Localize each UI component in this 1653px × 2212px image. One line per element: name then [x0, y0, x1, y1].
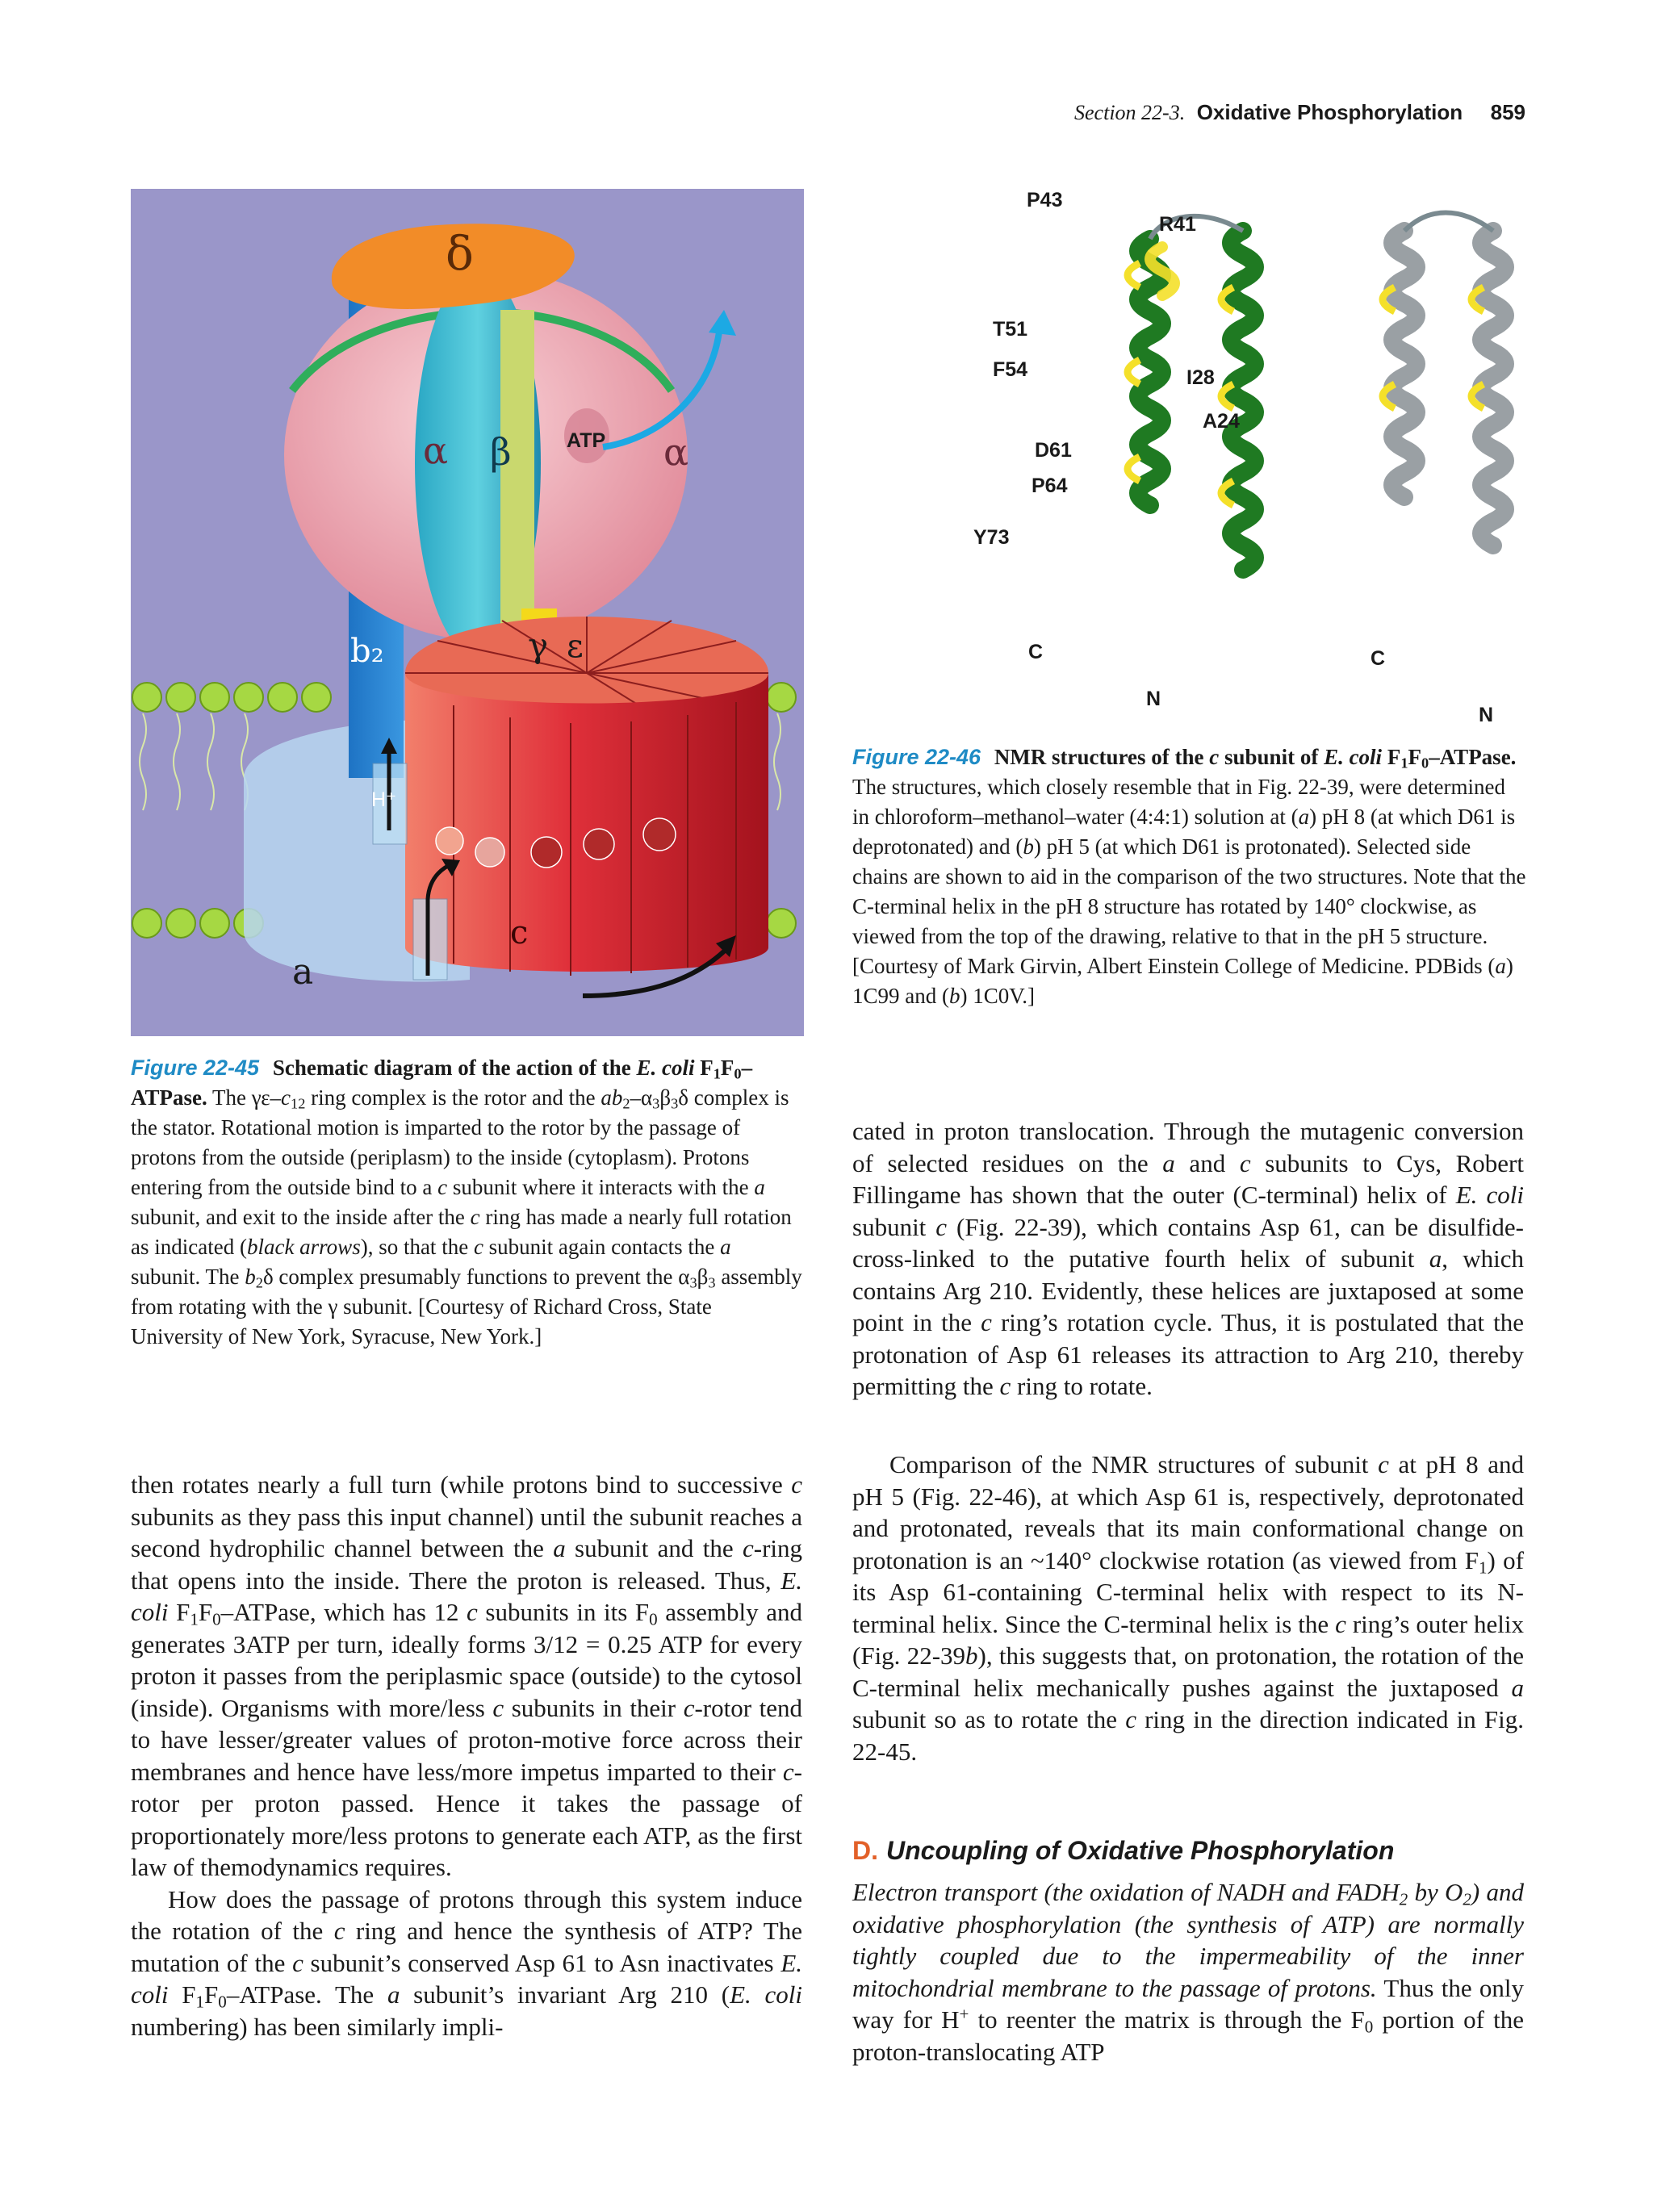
label-delta: δ	[446, 226, 474, 281]
page-number: 859	[1490, 100, 1525, 124]
label-a: a	[292, 951, 314, 993]
label-beta: β	[490, 430, 512, 474]
section-d-paragraph: Electron transport (the oxidation of NADH and $FADH_2$ by $O_2$) and oxidative phosphorylation (the synthesis of ATP) are normally tightly coupled due to the impermeability of the inner mitochondrial membrane to the passage of protons. Thus the only way for H+ to reenter the matrix is through the $F_0$ portion of the proton-translocating ATP	[852, 1878, 1524, 2066]
label-alpha-right: α	[663, 430, 689, 474]
figure-22-46-title: NMR structures of the c subunit of E. coli $F_1F_0$–ATPase.	[994, 745, 1517, 771]
terminal-n-a: N	[1146, 688, 1161, 710]
nmr-structures	[960, 182, 1542, 728]
label-b2: b₂	[350, 633, 384, 670]
residue-p43: P43	[1027, 189, 1063, 211]
label-gamma: γ	[528, 625, 549, 665]
residue-r41: R41	[1159, 213, 1196, 236]
figure-22-45-caption: Figure 22-45 Schematic diagram of the action of the E. coli $F_1F_0$–ATPase. The $\gamma\varepsilon-c_{12}$ ring complex is the rotor and the $ab_2-\alpha_3\beta_3\delta$ complex is the stator. Rotational motion is imparted to the rotor by the passage of protons from the outside (periplasm) to the inside (cytoplasm). Protons entering from the outside bind to a c subunit where it interacts with the a subunit, and exit to the inside after the c ring has made a nearly full rotation as indicated (black arrows), so that the c subunit again contacts the a subunit. The $b_2\delta$ complex presumably functions to prevent the $\alpha_3\beta_3$ assembly from rotating with the γ subunit. [Courtesy of Richard Cross, State University of New York, Syracuse, New York.]	[131, 1056, 802, 1349]
section-heading-title: Uncoupling of Oxidative Phosphorylation	[886, 1836, 1395, 1865]
residue-t51: T51	[993, 318, 1028, 341]
figure-22-45-title: Schematic diagram of the action of the E. coli $F_1F_0$–ATPase.	[131, 1056, 753, 1110]
residue-y73: Y73	[973, 526, 1010, 549]
residue-i28: I28	[1186, 366, 1215, 389]
section-letter: D.	[852, 1836, 878, 1865]
terminal-n-b: N	[1479, 704, 1494, 726]
section-heading	[852, 1836, 1524, 1866]
label-h: H⁺	[371, 788, 397, 811]
right-column-paragraph-1: cated in proton translocation. Through the mutagenic conversion of selected residues on the a and c subunits to Cys, Robert Fillingame has shown that the outer (C-terminal) helix of E. coli subunit c (Fig. 22-39), which contains Asp 61, can be disulfide-cross-linked to the putative fourth helix of subunit a, which contains Arg 210. Evidently, these helices are juxtaposed at some point in the c ring’s rotation cycle. Thus, it is postulated that the protonation of Asp 61 releases its attraction to Arg 210, thereby permitting the c ring to rotate.	[852, 1117, 1525, 1400]
right-column-paragraph-2: Comparison of the NMR structures of subunit c at pH 8 and pH 5 (Fig. 22-46), at which Asp 61 is, respectively, deprotonated and protonated, reveals that its main conformational change on protonation is an ~140° clockwise rotation (as viewed from $F_1$) of its Asp 61-containing C-terminal helix with respect to its N-terminal helix. Since the C-terminal helix is the c ring’s outer helix (Fig. 22-39b), this suggests that, on protonation, the rotation of the C-terminal helix mechanically pushes against the juxtaposed a subunit so as to rotate the c ring in the direction indicated in Fig. 22-45.	[852, 1450, 1525, 1766]
residue-f54: F54	[993, 358, 1028, 381]
terminal-c-b: C	[1371, 647, 1386, 670]
label-alpha-left: α	[423, 429, 449, 472]
terminal-c-a: C	[1028, 641, 1044, 663]
residue-a24: A24	[1203, 410, 1240, 433]
atpase-schematic	[131, 189, 804, 1036]
figure-22-45-diagram	[131, 189, 804, 1036]
figure-22-45-label: Figure 22-45	[131, 1056, 260, 1080]
figure-22-46-structures	[960, 182, 1542, 728]
section-number: Section 22-3.	[1074, 101, 1186, 124]
running-header	[1041, 100, 1525, 125]
section-title: Oxidative Phosphorylation	[1196, 100, 1463, 124]
residue-p64: P64	[1032, 475, 1068, 497]
label-atp: ATP	[567, 429, 606, 452]
residue-d61: D61	[1035, 439, 1072, 462]
c-ring-body	[405, 673, 768, 972]
label-c: c	[510, 914, 529, 951]
label-epsilon: ε	[567, 628, 584, 665]
left-column-text: then rotates nearly a full turn (while protons bind to successive c subunits as they pass this input channel) until the subunit reaches a second hydrophilic channel between the a subunit and the c-ring that opens into the inside. There the proton is released. Thus, E. coli $F_1F_0$–ATPase, which has 12 c subunits in its $F_0$ assembly and generates 3ATP per turn, ideally forms 3/12 = 0.25 ATP for every proton it passes from the periplasmic space (outside) to the cytosol (inside). Organisms with more/less c subunits in their c-rotor tend to have lesser/greater values of proton-motive force across their membranes and hence have less/more impetus imparted to their c-rotor per proton passed. Hence it takes the passage of proportionately more/less protons to generate each ATP, as the first law of themodynamics requires. How does the passage of protons through this system induce the rotation of the c ring and hence the synthesis of ATP? The mutation of the c subunit’s conserved Asp 61 to Asn inactivates E. coli $F_1F_0$–ATPase. The a subunit’s invariant Arg 210 (E. coli numbering) has been similarly impli-	[131, 1470, 803, 2041]
figure-22-46-label: Figure 22-46	[852, 745, 981, 769]
figure-22-46-caption: Figure 22-46 NMR structures of the c subunit of E. coli $F_1F_0$–ATPase. The structures, which closely resemble that in Fig. 22-39, were determined in chloroform–methanol–water (4:4:1) solution at (a) pH 8 (at which D61 is deprotonated) and (b) pH 5 (at which D61 is protonated). Selected side chains are shown to aid in the comparison of the two structures. Note that the C-terminal helix in the pH 8 structure has rotated by 140° clockwise, as viewed from the top of the drawing, relative to that in the pH 5 structure. [Courtesy of Mark Girvin, Albert Einstein College of Medicine. PDBids (a) 1C99 and (b) 1C0V.]	[852, 745, 1526, 1008]
